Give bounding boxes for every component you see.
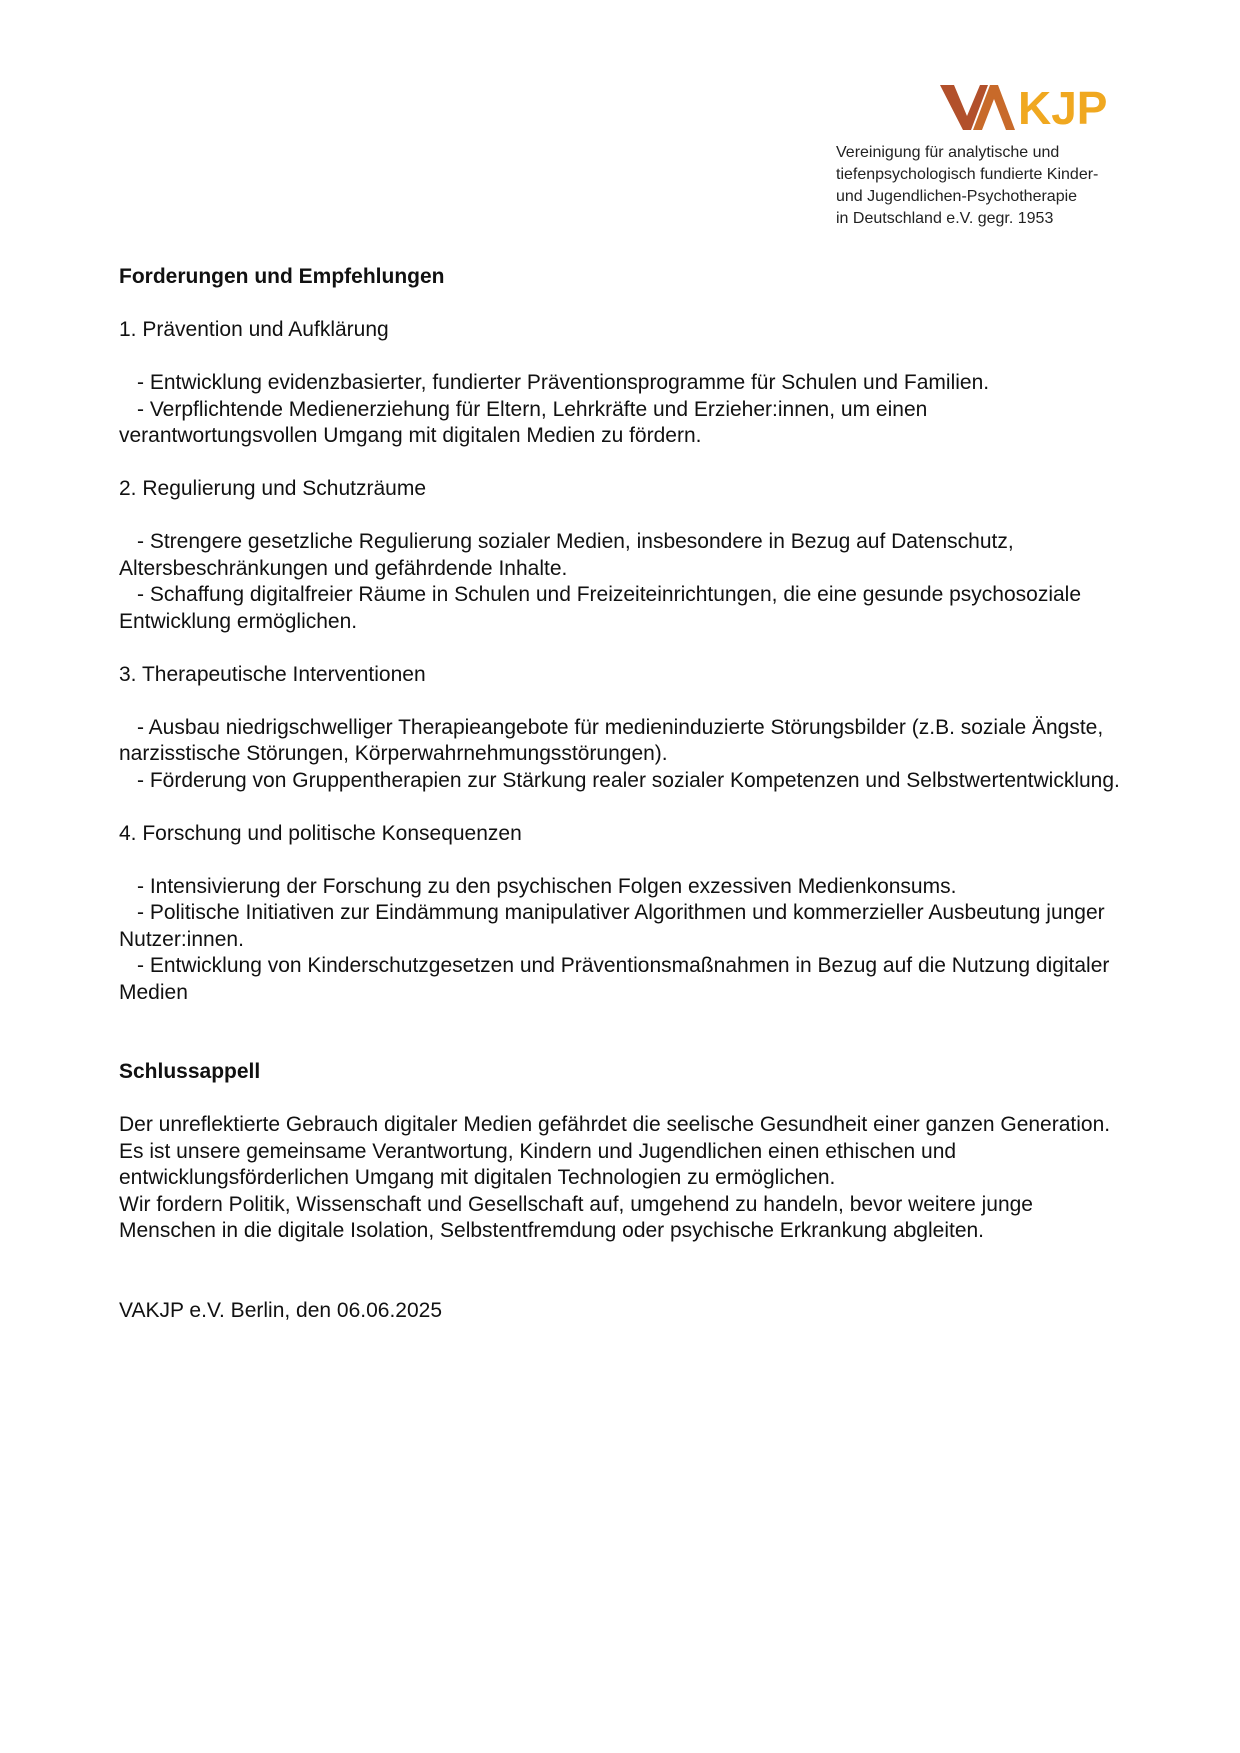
list-item: - Politische Initiativen zur Eindämmung manipulativer Algorithmen und kommerzieller Ausbeutung junger Nutzer:innen.	[119, 901, 1105, 951]
closing-heading: Schlussappell	[119, 1060, 261, 1083]
closing-paragraph: Wir fordern Politik, Wissenschaft und Gesellschaft auf, umgehend zu handeln, bevor weitere junge Menschen in die digitale Isolation, Selbstentfremdung oder psychische Erkrankung abgleiten.	[119, 1192, 1033, 1242]
section-heading: Forderungen und Empfehlungen	[119, 265, 445, 288]
section-title: 1. Prävention und Aufklärung	[119, 318, 389, 341]
signature-line: VAKJP e.V. Berlin, den 06.06.2025	[119, 1298, 443, 1322]
tagline-line: in Deutschland e.V. gegr. 1953	[836, 210, 1054, 227]
list-item: - Intensivierung der Forschung zu den psychischen Folgen exzessiven Medienkonsums.	[137, 874, 957, 898]
section-title: 3. Therapeutische Interventionen	[119, 662, 426, 686]
organization-tagline	[836, 142, 1136, 230]
list-item: - Verpflichtende Medienerziehung für Eltern, Lehrkräfte und Erzieher:innen, um einen verantwortungsvollen Umgang mit digitalen Medien zu fördern.	[119, 397, 928, 447]
tagline-line: tiefenpsychologisch fundierte Kinder-	[836, 166, 1099, 183]
spacer	[119, 1006, 1129, 1059]
document-body	[119, 264, 1129, 1324]
vakjp-logo	[940, 80, 1120, 138]
section-title: 2. Regulierung und Schutzräume	[119, 477, 427, 500]
list-item: - Entwicklung von Kinderschutzgesetzen und Präventionsmaßnahmen in Bezug auf die Nutzung digitaler Medien	[119, 954, 1110, 1004]
section-title: 4. Forschung und politische Konsequenzen	[119, 821, 522, 845]
list-item: - Strengere gesetzliche Regulierung sozialer Medien, insbesondere in Bezug auf Datenschutz, Altersbeschränkungen und gefährdende Inhalte.	[119, 530, 1014, 580]
tagline-line: Vereinigung für analytische und	[836, 144, 1060, 161]
spacer	[119, 1086, 1129, 1113]
list-item: - Förderung von Gruppentherapien zur Stärkung realer sozialer Kompetenzen und Selbstwertentwicklung.	[137, 768, 1120, 792]
closing-paragraph: Der unreflektierte Gebrauch digitaler Medien gefährdet die seelische Gesundheit einer ganzen Generation. Es ist unsere gemeinsame Verantwortung, Kindern und Jugendlichen einen ethischen und entwicklungsförderlichen Umgang mit digitalen Technologien zu ermöglichen.	[119, 1113, 1111, 1189]
spacer	[119, 1245, 1129, 1298]
section-items	[119, 370, 1129, 450]
section-items	[119, 874, 1129, 1007]
list-item: - Ausbau niedrigschwelliger Therapieangebote für medieninduzierte Störungsbilder (z.B. soziale Ängste, narzisstische Störungen, Körperwahrnehmungsstörungen).	[119, 715, 1104, 765]
section-items	[119, 529, 1129, 635]
tagline-line: und Jugendlichen-Psychotherapie	[836, 188, 1078, 205]
logo-kjp-text: KJP	[1018, 82, 1108, 134]
list-item: - Entwicklung evidenzbasierter, fundierter Präventionsprogramme für Schulen und Familien.	[137, 371, 990, 394]
list-item: - Schaffung digitalfreier Räume in Schulen und Freizeiteinrichtungen, die eine gesunde psychosoziale Entwicklung ermöglichen.	[119, 583, 1082, 633]
vakjp-logo-mark	[940, 80, 1120, 138]
section-items	[119, 715, 1129, 795]
